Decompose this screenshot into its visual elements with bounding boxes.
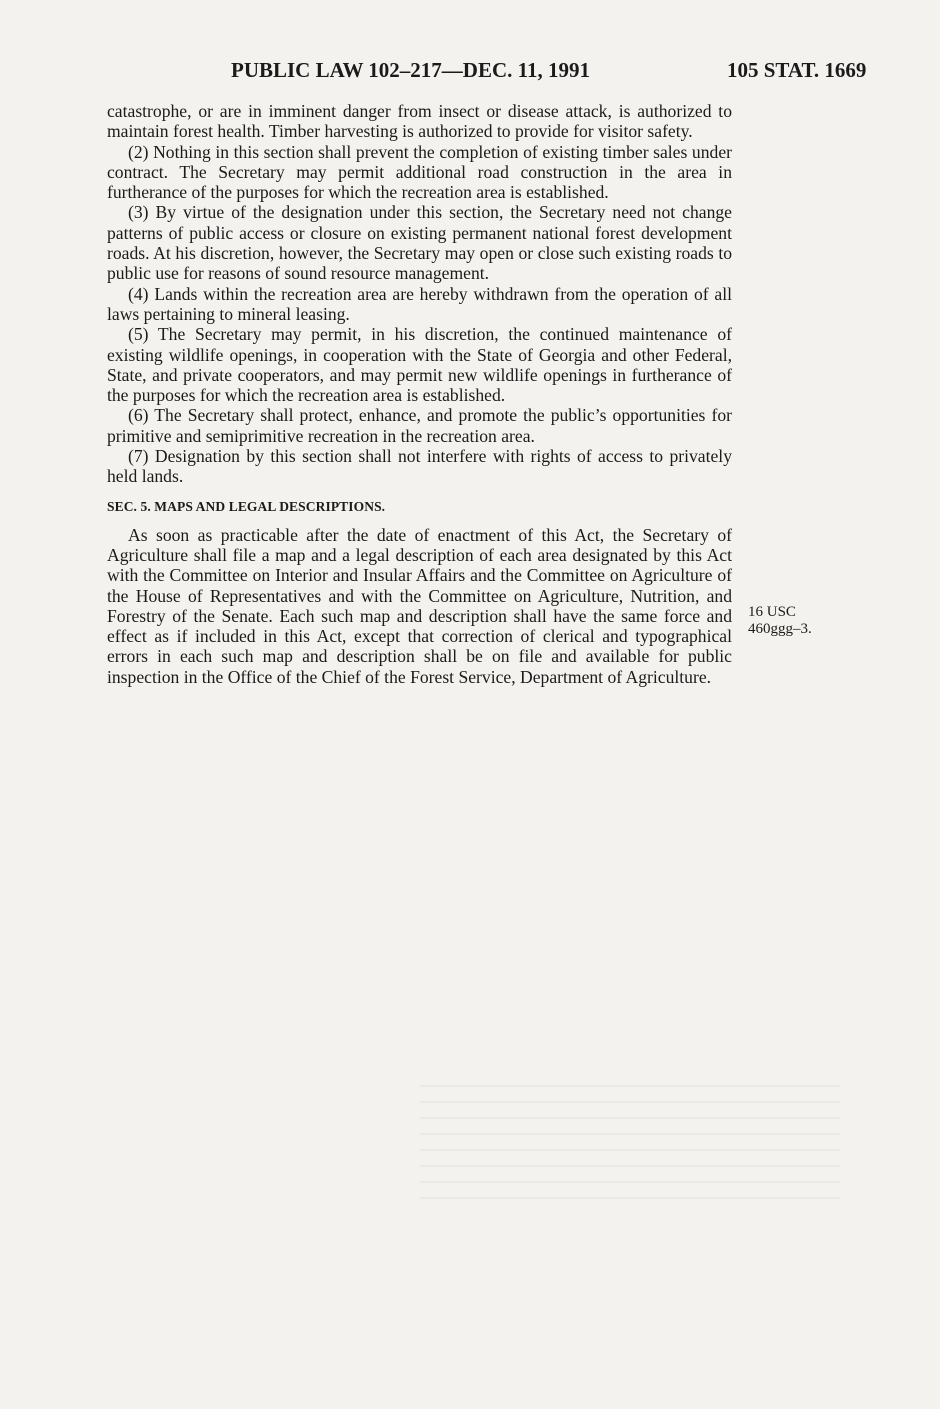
paragraph-7: (7) Designation by this section shall not interfere with rights of access to privately held lands.: [107, 446, 732, 487]
paragraph-2: (2) Nothing in this section shall prevent the completion of existing timber sales under contract. The Secretary may permit additional road construction in the area in furtherance of the purposes for which the recreation area is established.: [107, 141, 732, 203]
paragraph-3: (3) By virtue of the designation under this section, the Secretary need not change patterns of public access or closure on existing permanent national forest development roads. At his discretion, however, the Secretary may open or close such existing roads to public use for reasons of sound resource management.: [107, 202, 732, 284]
body-text: [107, 101, 732, 687]
paragraph-continuation: catastrophe, or are in imminent danger from insect or disease attack, is authorized to maintain forest health. Timber harvesting is authorized to provide for visitor safety.: [107, 101, 732, 142]
paragraph-4: (4) Lands within the recreation area are hereby withdrawn from the operation of all laws pertaining to mineral leasing.: [107, 283, 732, 324]
scan-bleed-through: [420, 1085, 840, 1205]
law-title: PUBLIC LAW 102–217—DEC. 11, 1991: [231, 58, 590, 82]
paragraph-6: (6) The Secretary shall protect, enhance, and promote the public’s opportunities for primitive and semiprimitive recreation in the recreation area.: [107, 405, 732, 446]
running-head: [0, 58, 940, 86]
stat-page-number: 105 STAT. 1669: [727, 58, 867, 82]
margin-citation-line-1: 16 USC: [748, 604, 796, 620]
paragraph-5: (5) The Secretary may permit, in his discretion, the continued maintenance of existing wildlife openings, in cooperation with the State of Georgia and other Federal, State, and private cooperators, and may permit new wildlife openings in furtherance of the purposes for which the recreation area is established.: [107, 324, 732, 406]
section-5-text: As soon as practicable after the date of enactment of this Act, the Secretary of Agriculture shall file a map and a legal description of each area designated by this Act with the Committee on Interior and Insular Affairs and the Committee on Agriculture of the House of Representatives and with the Committee on Agriculture, Nutrition, and Forestry of the Senate. Each such map and description shall have the same force and effect as if included in this Act, except that correction of clerical and typographical errors in each such map and description shall be on file and available for public inspection in the Office of the Chief of the Forest Service, Department of Agriculture.: [107, 524, 732, 687]
margin-citation: [748, 604, 858, 638]
section-heading: SEC. 5. MAPS AND LEGAL DESCRIPTIONS.: [107, 498, 386, 514]
margin-citation-line-2: 460ggg–3.: [748, 621, 812, 637]
